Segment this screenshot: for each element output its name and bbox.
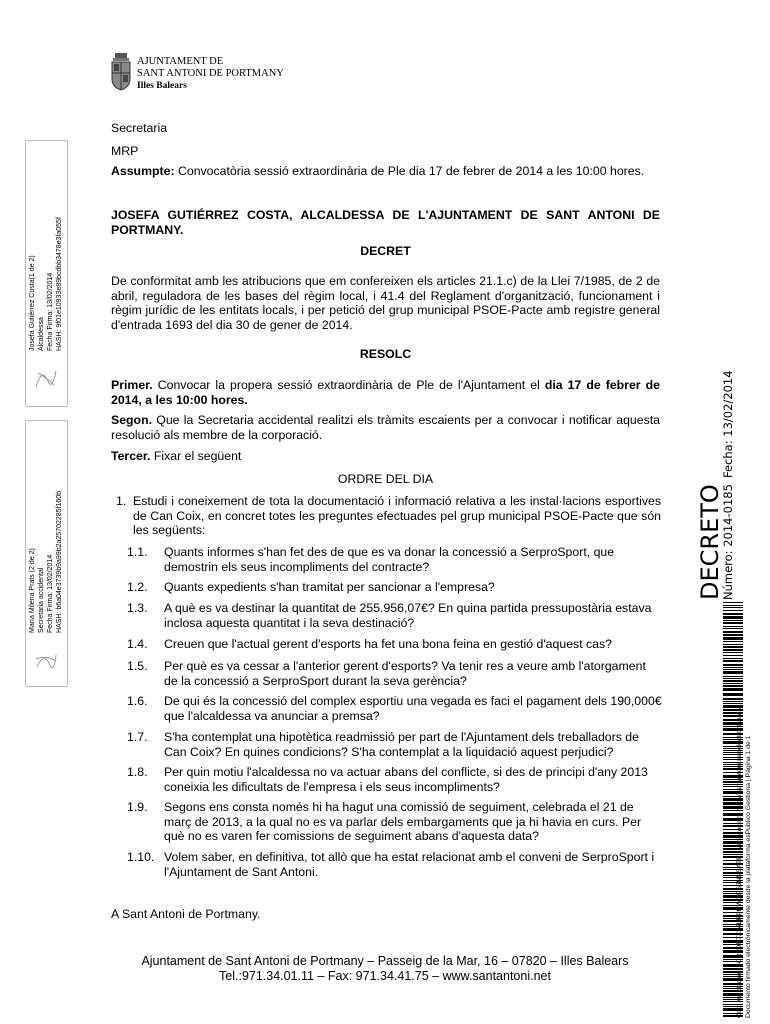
agenda-item-number: 1. [116, 494, 127, 508]
sub-item-number: 1.9. [127, 800, 148, 814]
ordre-title: ORDRE DEL DIA [337, 472, 434, 486]
signature-stamp [25, 420, 68, 687]
platform-notice: Documento firmado electrónicamente desde la plataforma esPublico Gestiona | Página 1 de 1 [745, 735, 752, 1018]
signature-date: Fecha Firma: 13/02/2014 [47, 554, 54, 633]
sub-item-number: 1.1. [127, 545, 148, 559]
sub-item-text: Per quin motiu l'alcaldessa no va actuar abans del conflicte, si des de principi d'any 2013 coneixia les dificultats de l'empresa i els seus incompliments? [164, 765, 648, 794]
signature-seal-icon [32, 363, 60, 395]
sub-item-text: Quants expedients s'han tramitat per sancionar a l'empresa? [164, 580, 495, 594]
signature-hash: HASH: b6a04e3739b9a99b2a25702285f160b [56, 490, 63, 633]
signer-name: Josefa Gutiérrez Costa(1 de 2) [29, 255, 36, 351]
sub-item-number: 1.3. [127, 601, 148, 615]
primer-bold-date: dia 17 de febrer de 2014, a les 10:00 hores. [111, 378, 660, 407]
sub-item-number: 1.10. [127, 850, 155, 864]
decreto-number: Número: 2014-0185 [721, 484, 735, 600]
coat-of-arms-icon [110, 53, 132, 91]
subject-text: Convocatòria sessió extraordinària de Ple dia 17 de febrer de 2014 a les 10:00 hores. [177, 164, 645, 178]
tercer-paragraph [111, 449, 660, 464]
resolc-title: RESOLC [359, 347, 412, 361]
sub-item-text: S'ha contemplat una hipotètica readmissió per part de l'Ajuntament dels treballadors de Can Coix? En quines condicions? S'ha contemplat a la liquidació aquest perjudici? [164, 730, 639, 759]
signer-name: María Milena Prats (2 de 2) [29, 548, 36, 633]
sub-item-number: 1.8. [127, 765, 148, 779]
tercer-text: Fixar el següent [153, 449, 242, 463]
sub-item-text: Quants informes s'han fet des de que es va donar la concessió a SerproSport, que demostrin els seus incompliments del contracte? [164, 545, 615, 574]
sub-item-number: 1.7. [127, 730, 148, 744]
sub-item-text: Creuen que l'actual gerent d'esports ha fet una bona feina en gestió d'aquest cas? [164, 637, 612, 651]
tercer-label: Tercer. [111, 449, 151, 463]
organization-name [137, 56, 284, 92]
subject-label: Assumpte: [111, 164, 175, 178]
agenda-item-1 [116, 494, 661, 538]
signature-stamp [25, 140, 68, 407]
sub-item-text: Per què es va cessar a l'anterior gerent d'esports? Va tenir res a veure amb l'atorgament de la concessió a SerproSport durant la seva gerència? [164, 659, 646, 688]
subject [111, 164, 660, 179]
sub-item-number: 1.5. [127, 659, 148, 673]
sub-item-number: 1.6. [127, 694, 148, 708]
segon-label: Segon. [111, 413, 152, 427]
sub-item-text: Segons ens consta només hi ha hagut una comissió de seguiment, celebrada el 21 de març de 2013, a la qual no es va parlar dels embargaments que ja hi havia en curs. Per què no es varen fer comissions de seguiment abans d'aquesta data? [164, 800, 642, 843]
segon-text: Que la Secretaria accidental realitzi els tràmits escaients per a convocar i notificar aquesta resolució als membre de la corporació. [111, 413, 660, 442]
validation-code: Cód. Validación: 6CRC9R7Z34LRPKWGPSJNNSATE | Verificación: http://santantoni.sedelectronica.es/ [736, 706, 743, 1018]
closing-line: A Sant Antoni de Portmany. [111, 907, 261, 921]
footer-contact: Tel.:971.34.01.11 – Fax: 971.34.41.75 – www.santantoni.net [219, 969, 551, 983]
decreto-title: DECRETO [696, 484, 724, 600]
reference: MRP [111, 144, 139, 158]
sub-item-number: 1.4. [127, 637, 148, 651]
department: Secretaria [111, 121, 168, 135]
sub-item-text: De qui és la concessió del complex esportiu una vegada es faci el pagament dels 190,000€ que l'alcaldessa va anunciar a premsa? [164, 694, 662, 723]
signature-hash: HASH: 9f01e10933e89bcdbb3478e3fa055f [56, 217, 63, 351]
document-heading: JOSEFA GUTIÉRREZ COSTA, ALCALDESSA DE L'AJUNTAMENT DE SANT ANTONI DE PORTMANY. [111, 208, 660, 237]
org-line-1: AJUNTAMENT DE [137, 56, 224, 67]
primer-label: Primer. [111, 378, 153, 392]
footer-address: Ajuntament de Sant Antoni de Portmany – Passeig de la Mar, 16 – 07820 – Illes Balears [141, 954, 629, 968]
sub-item-text: Volem saber, en definitiva, tot allò que ha estat relacionat amb el conveni de SerproSport i l'Ajuntament de Sant Antoni. [164, 850, 655, 879]
intro-paragraph: De conformitat amb les atribucions que em confereixen els articles 21.1.c) de la Llei 7/1985, de 2 de abril, reguladora de les bases del règim local, i 41.4 del Reglament d'organització, funcionament i règim jurídic de les entitats locals, i per petició del grup municipal PSOE-Pacte amb registre general d'entrada 1693 del dia 30 de gener de 2014. [111, 274, 660, 332]
org-line-3: Illes Balears [137, 81, 187, 91]
segon-paragraph [111, 413, 660, 442]
primer-text: Convocar la propera sessió extraordinària de Ple de l'Ajuntament el [157, 378, 540, 392]
agenda-item-text: Estudi i coneixement de tota la documentació i informació relativa a les instal·lacions esportives de Can Coix, en concret totes les preguntes efectuades pel grup municipal PSOE-Pacte que són les següents: [133, 494, 661, 537]
sub-item-text: A què es va destinar la quantitat de 255.956,07€? En quina partida pressupostària estava inclosa aquesta quantitat i la seva destinació? [164, 601, 652, 630]
signer-role: Secretaria accidental [38, 567, 45, 633]
sub-item-number: 1.2. [127, 580, 148, 594]
decreto-date: Fecha: 13/02/2014 [721, 370, 735, 478]
primer-paragraph [111, 378, 660, 407]
signer-role: Alcaldessa [38, 317, 45, 351]
signature-date: Fecha Firma: 13/02/2014 [47, 272, 54, 351]
signature-seal-icon [32, 645, 60, 677]
decret-title: DECRET [360, 244, 411, 258]
org-line-2: SANT ANTONI DE PORTMANY [137, 68, 284, 79]
page-footer [100, 954, 670, 984]
